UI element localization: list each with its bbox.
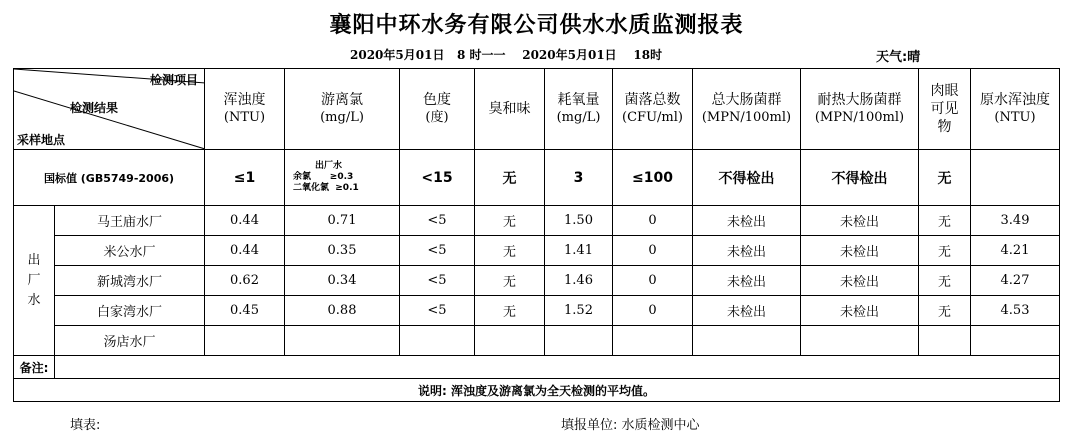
corner-cell (14, 69, 205, 150)
oxygen-value: 1.46 (545, 266, 613, 296)
raw-turbidity-value: 4.27 (971, 266, 1060, 296)
thermo-coliform-value (801, 326, 919, 356)
plant-name: 新城湾水厂 (55, 266, 205, 296)
plant-name: 马王庙水厂 (55, 206, 205, 236)
corner-test-items: 检测项目 (149, 73, 198, 87)
oxygen-value (545, 326, 613, 356)
chlorine-value: 0.34 (285, 266, 400, 296)
turbidity-value (205, 326, 285, 356)
visible-value: 无 (919, 266, 971, 296)
color-value (400, 326, 475, 356)
chlorine-value: 0.71 (285, 206, 400, 236)
colony-value: 0 (613, 236, 693, 266)
header-oxygen: 耗氧量 (mg/L) (545, 69, 613, 150)
table-row (14, 266, 1060, 296)
header-turbidity: 浑浊度 (NTU) (205, 69, 285, 150)
remarks-label: 备注: (14, 356, 55, 379)
raw-turbidity-value: 3.49 (971, 206, 1060, 236)
chlorine-value: 0.35 (285, 236, 400, 266)
table-row (14, 236, 1060, 266)
standard-turbidity: ≤1 (205, 150, 285, 206)
color-value: <5 (400, 206, 475, 236)
header-free-chlorine: 游离氯 (mg/L) (285, 69, 400, 150)
thermo-coliform-value: 未检出 (801, 266, 919, 296)
water-quality-table (13, 68, 1060, 402)
raw-turbidity-value: 4.53 (971, 296, 1060, 326)
date-range: 2020年5月01日 8 时一一 2020年5月01日 18时 (350, 48, 663, 62)
standard-raw-turbidity (971, 150, 1060, 206)
header-total-coliform: 总大肠菌群 (MPN/100ml) (693, 69, 801, 150)
colony-value: 0 (613, 206, 693, 236)
visible-value: 无 (919, 296, 971, 326)
thermo-coliform-value: 未检出 (801, 236, 919, 266)
total-coliform-value: 未检出 (693, 206, 801, 236)
header-visible-matter: 肉眼 可见 物 (919, 69, 971, 150)
plant-name: 汤店水厂 (55, 326, 205, 356)
weather: 天气:晴 (876, 50, 921, 65)
oxygen-value: 1.50 (545, 206, 613, 236)
standard-oxygen: 3 (545, 150, 613, 206)
total-coliform-value: 未检出 (693, 296, 801, 326)
corner-results: 检测结果 (70, 101, 119, 115)
oxygen-value: 1.41 (545, 236, 613, 266)
visible-value (919, 326, 971, 356)
reporting-unit: 填报单位: 水质检测中心 (561, 418, 700, 433)
odor-value (475, 326, 545, 356)
header-color: 色度 (度) (400, 69, 475, 150)
turbidity-value: 0.45 (205, 296, 285, 326)
explanation-row (14, 379, 1060, 402)
thermo-coliform-value: 未检出 (801, 296, 919, 326)
remarks-value (55, 356, 1060, 379)
group-label: 出 厂 水 (14, 206, 55, 356)
visible-value: 无 (919, 206, 971, 236)
total-coliform-value: 未检出 (693, 236, 801, 266)
color-value: <5 (400, 236, 475, 266)
standard-thermo-coliform: 不得检出 (801, 150, 919, 206)
turbidity-value: 0.44 (205, 206, 285, 236)
odor-value: 无 (475, 206, 545, 236)
standard-label: 国标值 (GB5749-2006) (14, 150, 205, 206)
header-row (14, 69, 1060, 150)
report-title: 襄阳中环水务有限公司供水水质监测报表 (329, 13, 744, 38)
standard-color: <15 (400, 150, 475, 206)
turbidity-value: 0.62 (205, 266, 285, 296)
header-thermo-coliform: 耐热大肠菌群 (MPN/100ml) (801, 69, 919, 150)
colony-value: 0 (613, 266, 693, 296)
plant-name: 白家湾水厂 (55, 296, 205, 326)
standard-colony: ≤100 (613, 150, 693, 206)
raw-turbidity-value (971, 326, 1060, 356)
visible-value: 无 (919, 236, 971, 266)
corner-sampling-site: 采样地点 (17, 133, 66, 147)
color-value: <5 (400, 266, 475, 296)
color-value: <5 (400, 296, 475, 326)
odor-value: 无 (475, 296, 545, 326)
header-colony: 菌落总数 (CFU/ml) (613, 69, 693, 150)
oxygen-value: 1.52 (545, 296, 613, 326)
total-coliform-value: 未检出 (693, 266, 801, 296)
table-row (14, 206, 1060, 236)
header-odor: 臭和味 (475, 69, 545, 150)
plant-name: 米公水厂 (55, 236, 205, 266)
odor-value: 无 (475, 236, 545, 266)
explanation-text: 说明: 浑浊度及游离氯为全天检测的平均值。 (14, 379, 1060, 402)
raw-turbidity-value: 4.21 (971, 236, 1060, 266)
chlorine-value (285, 326, 400, 356)
standard-odor: 无 (475, 150, 545, 206)
standard-visible: 无 (919, 150, 971, 206)
table-row (14, 326, 1060, 356)
total-coliform-value (693, 326, 801, 356)
colony-value: 0 (613, 296, 693, 326)
colony-value (613, 326, 693, 356)
chlorine-value: 0.88 (285, 296, 400, 326)
thermo-coliform-value: 未检出 (801, 206, 919, 236)
remarks-row (14, 356, 1060, 379)
standard-total-coliform: 不得检出 (693, 150, 801, 206)
turbidity-value: 0.44 (205, 236, 285, 266)
standard-chlorine: 出厂水 余氯 ≥0.3 二氧化氯 ≥0.1 (285, 150, 400, 206)
header-raw-turbidity: 原水浑浊度 (NTU) (971, 69, 1060, 150)
filler-label: 填表: (70, 418, 101, 433)
table-row (14, 296, 1060, 326)
odor-value: 无 (475, 266, 545, 296)
standard-row (14, 150, 1060, 206)
